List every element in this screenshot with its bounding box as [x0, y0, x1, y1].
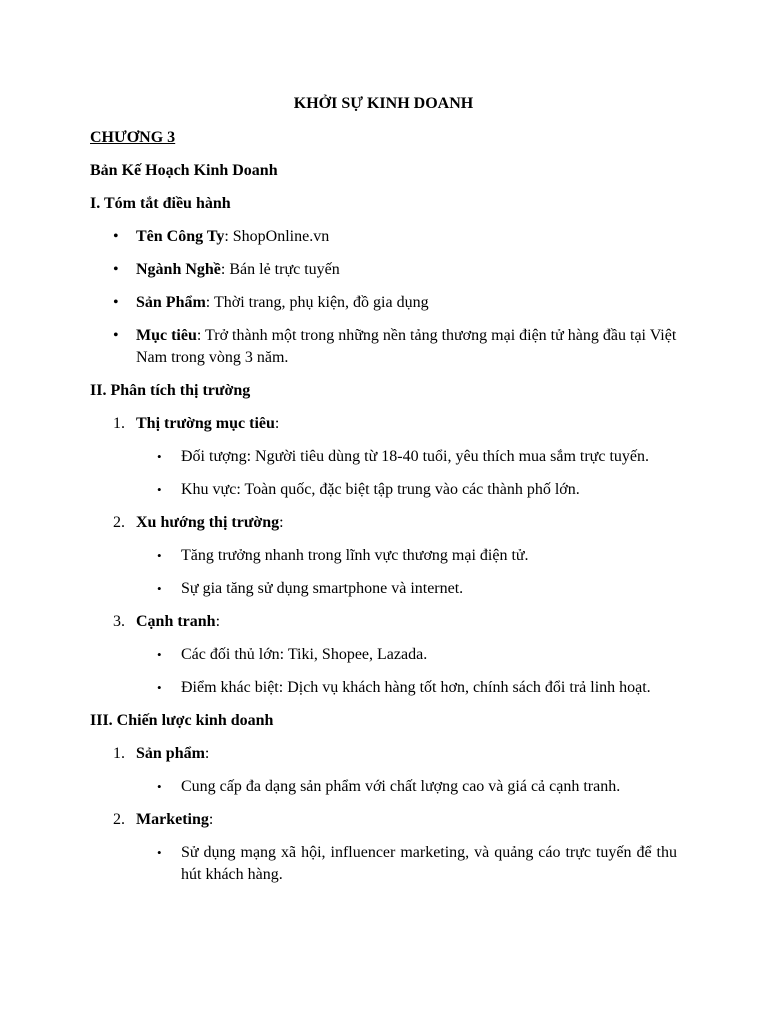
numbered-item: [90, 413, 677, 501]
summary-list: [90, 226, 677, 369]
section-heading-3: III. Chiến lược kinh doanh: [90, 712, 274, 729]
item-text: : ShopOnline.vn: [224, 228, 330, 245]
numbered-item: [90, 512, 677, 600]
item-text: : Bán lẻ trực tuyến: [220, 261, 340, 278]
sub-list-item: • Các đối thủ lớn: Tiki, Shopee, Lazada.: [90, 644, 677, 666]
sub-list-item: • Khu vực: Toàn quốc, đặc biệt tập trung vào các thành phố lớn.: [90, 479, 677, 501]
item-text: : Thời trang, phụ kiện, đồ gia dụng: [205, 294, 429, 311]
item-text: : Trở thành một trong những nền tảng thương mại điện tử hàng đầu tại Việt Nam trong vòng 3 năm.: [136, 327, 677, 366]
item-label: Thị trường mục tiêu: [136, 415, 275, 432]
item-label: Marketing: [136, 811, 209, 828]
numbered-item: [90, 743, 677, 798]
sub-list-item: • Điểm khác biệt: Dịch vụ khách hàng tốt hơn, chính sách đổi trả linh hoạt.: [90, 677, 677, 699]
item-label: Xu hướng thị trường: [136, 514, 280, 531]
sub-list-item: • Sự gia tăng sử dụng smartphone và internet.: [90, 578, 677, 600]
item-number: 2.: [113, 514, 125, 531]
section-heading-2: II. Phân tích thị trường: [90, 382, 251, 399]
item-suffix: :: [274, 415, 280, 432]
item-number: 1.: [113, 745, 125, 762]
document-title: KHỞI SỰ KINH DOANH: [293, 95, 474, 112]
item-label: Mục tiêu: [136, 327, 197, 344]
item-suffix: :: [279, 514, 284, 531]
item-suffix: :: [208, 811, 214, 828]
list-item: [90, 325, 677, 369]
document-page: [90, 93, 677, 897]
item-number: 3.: [113, 613, 125, 630]
item-label: Tên Công Ty: [136, 228, 225, 245]
item-label: Cạnh tranh: [136, 613, 216, 630]
list-item: [90, 259, 677, 281]
item-number: 1.: [113, 415, 125, 432]
list-item: [90, 292, 677, 314]
item-label: Sản phẩm: [136, 745, 205, 762]
item-label: Ngành Nghề: [136, 261, 221, 278]
section-heading-1: I. Tóm tắt điều hành: [90, 195, 231, 212]
item-label: Sản Phẩm: [136, 294, 206, 311]
sub-list-item: • Đối tượng: Người tiêu dùng từ 18-40 tuổi, yêu thích mua sắm trực tuyến.: [90, 446, 677, 468]
item-suffix: :: [215, 613, 221, 630]
market-analysis-list: [90, 413, 677, 699]
sub-list-item: • Sử dụng mạng xã hội, influencer marketing, và quảng cáo trực tuyến để thu hút khách hàng.: [90, 842, 677, 886]
item-number: 2.: [113, 811, 125, 828]
plan-subtitle: Bản Kế Hoạch Kinh Doanh: [90, 162, 278, 179]
chapter-heading: CHƯƠNG 3: [90, 129, 176, 146]
sub-list-item: • Cung cấp đa dạng sản phẩm với chất lượng cao và giá cả cạnh tranh.: [90, 776, 677, 798]
item-suffix: :: [204, 745, 210, 762]
numbered-item: [90, 809, 677, 886]
numbered-item: [90, 611, 677, 699]
sub-list-item: • Tăng trưởng nhanh trong lĩnh vực thương mại điện tử.: [90, 545, 677, 567]
strategy-list: [90, 743, 677, 886]
list-item: [90, 226, 677, 248]
